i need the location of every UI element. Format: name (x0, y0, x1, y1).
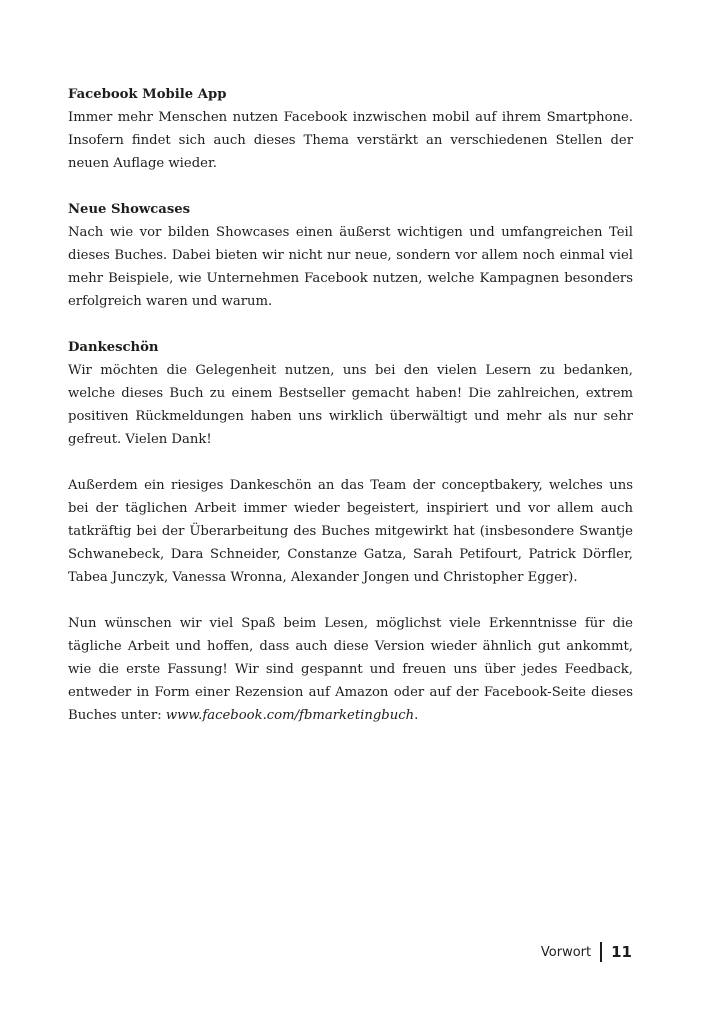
section-showcases (68, 198, 633, 313)
page-number: 11 (611, 943, 632, 961)
closing-text: Nun wünschen wir viel Spaß beim Lesen, möglichst viele Erkenntnisse für die tägliche Arbeit und hoffen, dass auch diese Version wieder ähnlich gut ankommt, wie die erste Fassung! Wir sind gespannt und freuen uns über jedes Feedback, entweder in Form einer Rezension auf Amazon oder auf der Facebook-Seite dieses Buches unter: (68, 616, 633, 723)
section-paragraph: Nach wie vor bilden Showcases einen äußerst wichtigen und umfangreichen Teil dieses Buches. Dabei bieten wir nicht nur neue, sondern vor allem noch einmal viel mehr Beispiele, wie Unternehmen Facebook nutzen, welche Kampagnen besonders erfolgreich waren und warum. (68, 225, 633, 309)
section-team-thanks (68, 474, 633, 589)
section-dankeschoen (68, 336, 633, 451)
section-heading: Facebook Mobile App (68, 87, 227, 102)
section-paragraph: Wir möchten die Gelegenheit nutzen, uns bei den vielen Lesern zu bedanken, welche dieses Buch zu einem Bestseller gemacht haben! Die zahlreichen, extrem positiven Rückmeldungen haben uns wirklich überwältigt und mehr als nur sehr gefreut. Vielen Dank! (68, 363, 633, 447)
page-body (68, 83, 633, 750)
footer-divider (600, 942, 602, 962)
section-mobile-app (68, 83, 633, 175)
section-heading: Dankeschön (68, 340, 159, 355)
thanks-paragraph: Außerdem ein riesiges Dankeschön an das Team der conceptbakery, welches uns bei der täglichen Arbeit immer wieder begeistert, inspiriert und vor allem auch tatkräftig bei der Überarbeitung des Buches mitgewirkt hat (insbesondere Swantje Schwanebeck, Dara Schneider, Constanze Gatza, Sarah Petifourt, Patrick Dörfler, Tabea Junczyk, Vanessa Wronna, Alexander Jongen und Christopher Egger). (68, 478, 633, 585)
section-closing (68, 612, 633, 727)
section-paragraph: Immer mehr Menschen nutzen Facebook inzwischen mobil auf ihrem Smartphone. Insofern findet sich auch dieses Thema verstärkt an verschiedenen Stellen der neuen Auflage wieder. (68, 110, 633, 171)
closing-end: . (414, 708, 419, 723)
section-heading: Neue Showcases (68, 202, 191, 217)
page-footer (541, 941, 632, 963)
closing-paragraph (68, 612, 633, 727)
footer-section-title: Vorwort (540, 944, 592, 960)
facebook-link[interactable]: www.facebook.​com/fbmarketingbuch (165, 708, 415, 723)
